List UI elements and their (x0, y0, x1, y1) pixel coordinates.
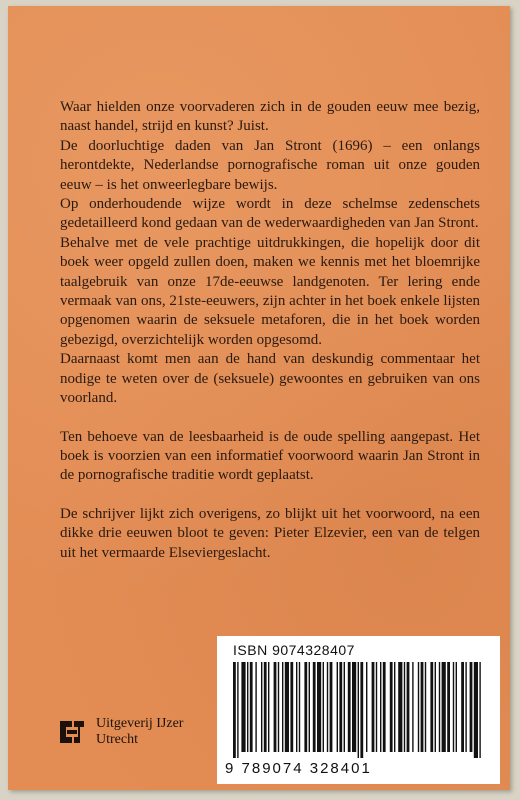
blurb-paragraph-7: De schrijver lijkt zich overigens, zo blijkt uit het voorwoord, na een dikke drie eeuwen bloot te geven: Pieter Elzevier, een van de telgen uit het vermaarde Elseviergeslacht. (60, 505, 480, 561)
barcode-bar (348, 662, 351, 752)
barcode-bar (299, 662, 300, 752)
barcode-bar (290, 662, 293, 752)
barcode-bar (412, 662, 413, 752)
barcode-bar (407, 662, 410, 752)
barcode-bar (330, 662, 333, 752)
barcode-bar (317, 662, 321, 752)
blurb-paragraph-4: Behalve met de vele prachtige uitdrukkingen, die hopelijk door dit boek weer opgeld zullen doen, maken we kennis met het bloemrijke taalgebruik van onze 17de-eeuwse landgenoten. Ter lering ende vermaak van ons, 21ste-eeuwers, zijn achter in het boek enkele lijsten opgenomen waarin de seksuele metaforen, die in het boek worden gebezigd, overzichtelijk worden opgesomd. (60, 234, 480, 348)
barcode-bar (264, 662, 267, 752)
publisher-text (96, 716, 183, 748)
barcode-bar (255, 662, 256, 752)
barcode-bar (372, 662, 375, 752)
blurb-paragraph-5: Daarnaast komt men aan de hand van deskundig commentaar het nodige te weten over de (seksuele) gewoontes en gebruiken van ons voorland. (60, 351, 480, 407)
barcode-bar (268, 662, 269, 752)
publisher-logo-icon (58, 717, 86, 747)
barcode-bar (461, 662, 464, 752)
publisher-city: Utrecht (96, 732, 138, 747)
barcode-bar (394, 662, 395, 752)
barcode-bars (229, 662, 489, 758)
barcode-bar (327, 662, 328, 752)
publisher-name: Uitgeverij IJzer (96, 716, 184, 731)
barcode-bar (233, 662, 236, 758)
barcode-bar (474, 662, 478, 758)
barcode-bar (430, 662, 433, 752)
barcode-bar (339, 662, 342, 752)
barcode-bar (390, 662, 393, 752)
barcode-bar (358, 662, 359, 758)
barcode-digits: 9 789074 328401 (225, 760, 372, 777)
barcode-bar (470, 662, 473, 752)
barcode-bar (337, 662, 338, 752)
blurb-text (60, 98, 480, 563)
blurb-paragraph-2: De doorluchtige daden van Jan Stront (1696) – een onlangs herontdekte, Nederlandse pornografische roman uit onze gouden eeuw – is het onweerlegbare bewijs. (60, 137, 480, 193)
barcode-bar (309, 662, 310, 752)
barcode-bar (247, 662, 248, 752)
barcode-bar (404, 662, 405, 752)
blurb-paragraph-1: Waar hielden onze voorvaderen zich in de gouden eeuw mee bezig, naast handel, strijd en kunst? Juist. (60, 99, 480, 135)
barcode-bar (241, 662, 245, 752)
barcode-bar (313, 662, 316, 752)
barcode-bar (344, 662, 345, 752)
isbn-label: ISBN 9074328407 (233, 642, 355, 658)
barcode-bar (237, 662, 238, 758)
barcode-bar (479, 662, 480, 758)
barcode-bar (352, 662, 356, 752)
barcode-bar (439, 662, 440, 752)
barcode-bar (465, 662, 466, 752)
barcode-bar (274, 662, 277, 752)
barcode-bar (418, 662, 419, 752)
barcode-bar (435, 662, 436, 752)
blurb-paragraph-3: Op onderhoudende wijze wordt in deze schelmse zedenschets gedetailleerd kond gedaan van de wederwaardigheden van Jan Stront. (60, 196, 480, 232)
blurb-paragraph-6: Ten behoeve van de leesbaarheid is de oude spelling aangepast. Het boek is voorzien van een informatief voorwoord waarin Jan Stront in de pornografische traditie wordt geplaatst. (60, 428, 480, 484)
barcode-bar (250, 662, 253, 752)
barcode-bar (456, 662, 457, 752)
barcode-bar (282, 662, 283, 752)
barcode-bar (442, 662, 446, 752)
publisher-block (58, 716, 183, 748)
barcode-bar (304, 662, 307, 752)
barcode-bar (398, 662, 402, 752)
barcode-bar (261, 662, 262, 752)
barcode-bar (376, 662, 377, 752)
barcode-bar (296, 662, 297, 752)
barcode-sticker (217, 636, 500, 784)
barcode-bar (285, 662, 289, 752)
barcode-bar (278, 662, 279, 752)
barcode-bar (366, 662, 367, 752)
barcode-bar (447, 662, 450, 752)
barcode-bar (421, 662, 424, 752)
barcode-bar (453, 662, 454, 752)
barcode-bar (360, 662, 363, 758)
barcode-bar (425, 662, 426, 752)
barcode-bar (323, 662, 324, 752)
barcode-bar (383, 662, 386, 752)
barcode-bar (380, 662, 381, 752)
